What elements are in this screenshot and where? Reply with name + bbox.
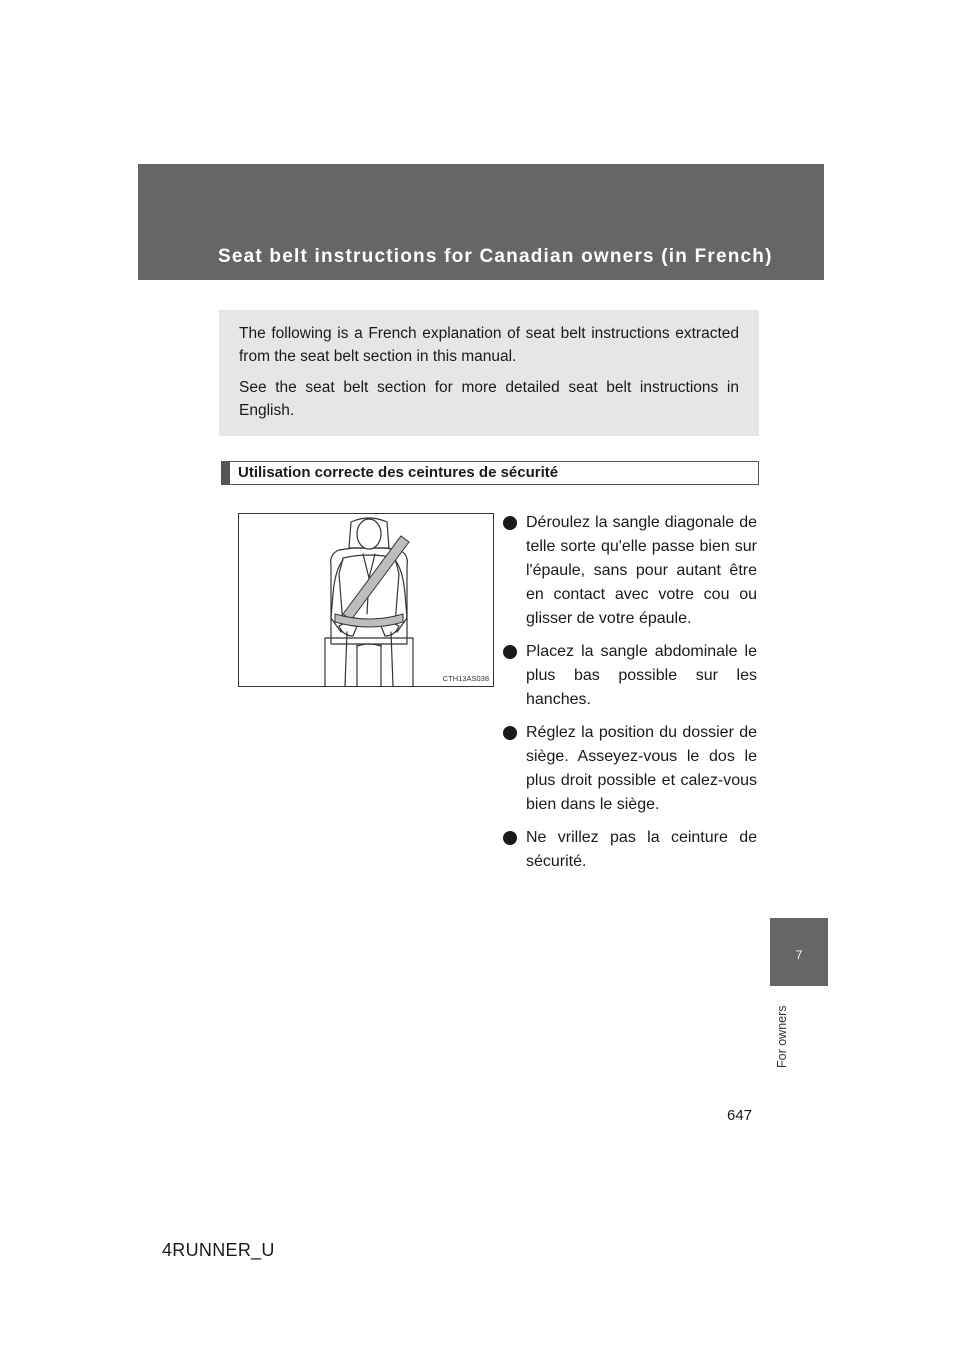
seat-belt-illustration <box>238 513 494 687</box>
page-number: 647 <box>727 1107 753 1124</box>
intro-paragraph: The following is a French explanation of seat belt instructions extracted from the seat belt section in this manual. <box>239 325 739 365</box>
document-code: 4RUNNER_U <box>162 1240 275 1260</box>
bullet-icon <box>503 831 517 845</box>
list-item-text: Placez la sangle abdominale le plus bas possible sur les hanches. <box>526 643 757 708</box>
page-title: Seat belt instructions for Canadian owners (in French) <box>218 246 773 267</box>
chapter-label <box>775 996 789 1068</box>
list-item-text: Réglez la position du dossier de siège. Asseyez-vous le dos le plus droit possible et calez-vous bien dans le siège. <box>526 724 757 813</box>
list-item-text: Déroulez la sangle diagonale de telle sorte qu'elle passe bien sur l'épaule, sans pour autant être en contact avec votre cou ou glisser de votre épaule. <box>526 514 757 627</box>
bullet-icon <box>503 645 517 659</box>
chapter-tab <box>770 918 828 986</box>
instruction-list <box>502 511 757 883</box>
figure-code: CTH13AS038 <box>442 674 489 683</box>
intro-box <box>219 310 759 436</box>
list-item-text: Ne vrillez pas la ceinture de sécurité. <box>526 829 757 870</box>
bullet-icon <box>503 726 517 740</box>
list-item <box>502 511 757 631</box>
list-item <box>502 826 757 874</box>
chapter-label-text: For owners <box>775 1005 789 1068</box>
chapter-number: 7 <box>795 948 803 962</box>
list-item <box>502 640 757 712</box>
bullet-icon <box>503 516 517 530</box>
list-item <box>502 721 757 817</box>
intro-paragraph: See the seat belt section for more detailed seat belt instructions in English. <box>239 379 739 419</box>
section-heading: Utilisation correcte des ceintures de sécurité <box>221 461 759 485</box>
seated-person-illustration <box>239 514 493 686</box>
